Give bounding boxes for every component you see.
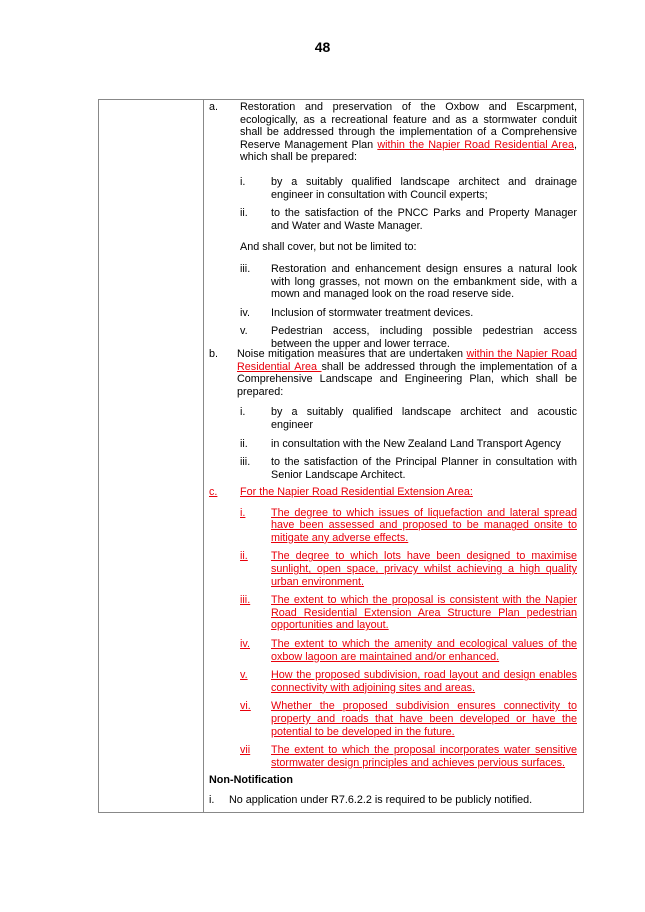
sub-text: by a suitably qualified landscape architect and drainage engineer in consultation with Council experts; <box>271 175 577 201</box>
item-b-inserted-text: within the Napier Road Residential Area <box>237 348 577 373</box>
sub-text: Pedestrian access, including possible pedestrian access between the upper and lower terrace. <box>271 325 577 350</box>
sub-label: iii. <box>240 456 251 469</box>
item-c-label: c. <box>209 486 218 498</box>
sub-label: vi. <box>240 700 251 713</box>
item-b-block <box>209 348 577 487</box>
sub-label: ii. <box>240 207 248 220</box>
sub-label: iii. <box>240 262 251 275</box>
sub-text: How the proposed subdivision, road layout and design enables connectivity with adjoining sites and areas. <box>271 669 577 694</box>
item-b-text-2: shall be addressed through the implementation of a Comprehensive Landscape and Engineering Plan, which shall be prepared: <box>237 360 578 398</box>
sub-label: iv. <box>240 637 250 650</box>
item-a-label: a. <box>209 101 219 113</box>
sub-text: Restoration and enhancement design ensures a natural look with long grasses, not mown on the embankment side, with a mown and managed look on the road reserve side. <box>271 262 577 301</box>
item-c-sub-iv <box>240 638 577 663</box>
item-b-sub-ii <box>240 438 577 451</box>
item-b <box>209 348 577 398</box>
sub-text: to the satisfaction of the Principal Planner in consultation with Senior Landscape Architect. <box>271 456 577 481</box>
item-a-sub-iv <box>240 307 577 320</box>
non-notification-heading: Non-Notification <box>209 774 293 786</box>
sub-label: vii <box>240 744 251 757</box>
column-divider <box>203 99 204 813</box>
item-a-text <box>240 101 577 164</box>
item-a <box>209 101 577 164</box>
item-a-inserted-text: within the Napier Road Residential Area <box>377 138 574 151</box>
sub-label: ii. <box>240 437 248 450</box>
sub-label: iii. <box>240 594 251 607</box>
item-b-text <box>237 348 577 398</box>
sub-label: v. <box>240 325 248 338</box>
cover-text: And shall cover, but not be limited to: <box>240 241 417 254</box>
item-b-sub-i <box>240 406 577 431</box>
sub-label: v. <box>240 669 248 682</box>
sub-text: by a suitably qualified landscape architect and acoustic engineer <box>271 406 577 431</box>
item-a-sub-ii <box>240 207 577 232</box>
sub-label: ii. <box>240 550 248 563</box>
non-notification-label: i. <box>209 793 215 806</box>
non-notification-text: No application under R7.6.2.2 is required to be publicly notified. <box>229 793 533 806</box>
sub-text: The degree to which lots have been designed to maximise sunlight, open space, privacy whilst achieving a high quality urban environment. <box>271 550 577 588</box>
sub-text: The extent to which the proposal is consistent with the Napier Road Residential Extension Area Structure Plan pedestrian opportunities and layout. <box>271 594 577 632</box>
sub-text: The extent to which the amenity and ecological values of the oxbow lagoon are maintained and/or enhanced. <box>271 637 577 663</box>
item-c-sub-vii <box>240 744 577 769</box>
item-a-text-1: Restoration and preservation of the Oxbow and Escarpment, ecologically, as a recreational feature and as a stormwater conduit shall be addressed through the implementation of a Comprehensive Reserve Management Plan <box>240 101 577 151</box>
item-c-sub-iii <box>240 594 577 632</box>
item-a-sub-v <box>240 325 577 350</box>
page-number: 48 <box>314 39 331 55</box>
sub-text: Inclusion of stormwater treatment devices. <box>271 306 474 319</box>
item-c <box>209 486 577 499</box>
sub-label: i. <box>240 175 246 188</box>
item-b-sub-iii <box>240 456 577 481</box>
item-c-sub-i <box>240 507 577 545</box>
sub-label: iv. <box>240 306 250 319</box>
sub-text: The degree to which issues of liquefaction and lateral spread have been assessed and proposed to be managed onsite to mitigate any adverse effects. <box>271 506 577 544</box>
item-c-sub-vi <box>240 700 577 738</box>
item-b-label: b. <box>209 348 219 360</box>
sub-label: i. <box>240 506 246 519</box>
sub-text: Whether the proposed subdivision ensures connectivity to property and roads that have been developed or have the potential to be developed in the future. <box>271 700 577 738</box>
item-c-block <box>209 486 577 775</box>
sub-text: in consultation with the New Zealand Land Transport Agency <box>271 437 561 450</box>
sub-label: i. <box>240 406 246 419</box>
sub-text: to the satisfaction of the PNCC Parks and Property Manager and Water and Waste Manager. <box>271 207 577 232</box>
item-c-text: For the Napier Road Residential Extension Area: <box>240 486 473 498</box>
item-a-text-2: , which shall be prepared: <box>240 138 577 164</box>
sub-text: The extent to which the proposal incorporates water sensitive stormwater design principles and achieves pervious surfaces. <box>271 744 577 769</box>
non-notification-item <box>209 794 577 807</box>
item-a-sub-iii <box>240 263 577 301</box>
item-c-sub-v <box>240 669 577 694</box>
item-a-block <box>209 101 577 357</box>
item-b-text-1: Noise mitigation measures that are undertaken <box>237 348 467 360</box>
item-c-sub-ii <box>240 550 577 588</box>
non-notification-block <box>209 774 577 806</box>
item-a-sub-i <box>240 176 577 201</box>
